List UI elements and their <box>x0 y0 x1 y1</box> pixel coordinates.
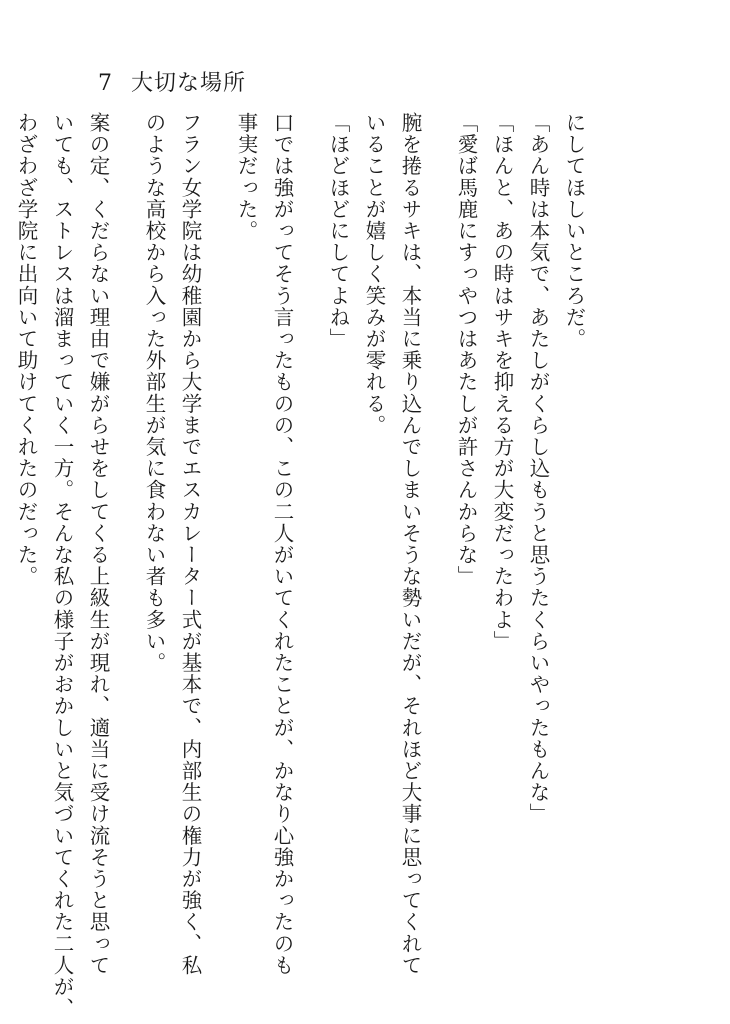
page-header <box>98 66 246 97</box>
vertical-text-body <box>0 112 592 1020</box>
text-line: 口では強がってそう言ったものの、この二人がいてくれたことが、かなり心強かったのも <box>270 112 294 976</box>
text-line: 「ほんと、あの時はサキを抑える方が大変だったわよ」 <box>490 112 514 652</box>
text-line: 「愛ば馬鹿にすっやつはあたしが許さんからな」 <box>454 112 478 588</box>
text-line: のような高校から入った外部生が気に食わない者も多い。 <box>142 112 166 674</box>
text-line: わざわざ学院に出向いて助けてくれたのだった。 <box>14 112 38 588</box>
chapter-title: 大切な場所 <box>131 71 247 96</box>
text-line: いることが嬉しく笑みが零れる。 <box>362 112 386 436</box>
text-line <box>0 112 8 972</box>
text-line: フラン女学院は幼稚園から大学までエスカレーター式が基本で、内部生の権力が強く、私 <box>178 112 202 976</box>
text-line: 事実だった。 <box>234 112 258 242</box>
text-line: にしてほしいところだ。 <box>562 112 586 350</box>
text-line: 腕を捲るサキは、本当に乗り込んでしまいそうな勢いだが、それほど大事に思ってくれて <box>398 112 422 976</box>
text-line: 「あん時は本気で、あたしがくらし込もうと思うたくらいやったもんな」 <box>526 112 550 825</box>
chapter-number: 7 <box>98 71 113 96</box>
text-line: 「ほどほどにしてよね」 <box>326 112 350 350</box>
text-line: 案の定、くだらない理由で嫌がらせをしてくる上級生が現れ、適当に受け流そうと思って <box>86 112 110 976</box>
text-line: いても、ストレスは溜まっていく一方。そんな私の様子がおかしいと気づいてくれた二人が、 <box>50 112 74 1020</box>
